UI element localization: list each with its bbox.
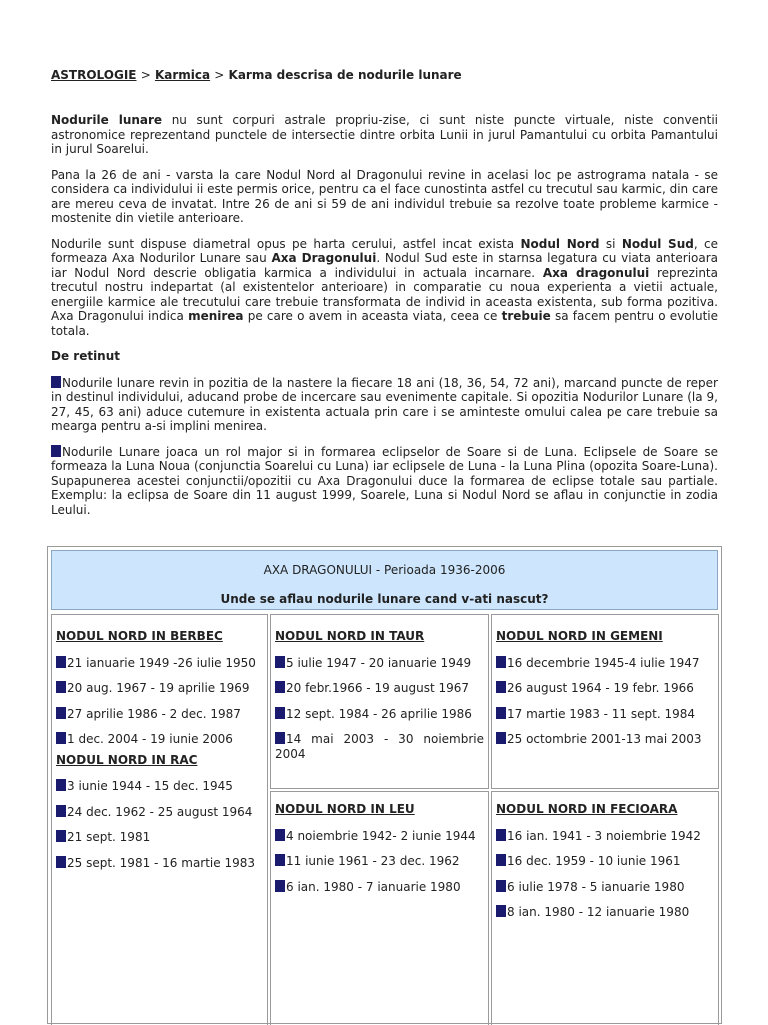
date-range-item (496, 656, 714, 671)
date-range-text: 21 sept. 1981 (67, 830, 151, 844)
date-range-item (275, 681, 484, 696)
date-range-text: 11 iunie 1961 - 23 dec. 1962 (286, 854, 460, 868)
page-title: Karma descrisa de nodurile lunare (228, 68, 462, 82)
date-range-text: 16 ian. 1941 - 3 noiembrie 1942 (507, 828, 701, 843)
date-range-item (275, 880, 484, 895)
nodes-table (47, 546, 722, 1024)
date-range-text: 6 iulie 1978 - 5 ianuarie 1980 (507, 879, 685, 894)
square-bullet-icon (496, 905, 506, 917)
square-bullet-icon (496, 829, 506, 841)
date-range-item (275, 732, 484, 761)
section-heading: De retinut (51, 349, 121, 363)
term-menirea: menirea (188, 309, 244, 323)
text: sa facem pentru o evolutie totala. (51, 309, 718, 338)
date-range-text: 6 ian. 1980 - 7 ianuarie 1980 (286, 879, 461, 894)
date-range-text: 8 ian. 1980 - 12 ianuarie 1980 (507, 905, 690, 919)
term-nodul-sud: Nodul Sud (621, 236, 694, 251)
cell-title-leu: NODUL NORD IN LEU (275, 802, 415, 816)
text: . Nodul Sud este in starnsa legatura cu viata anterioara iar Nodul Nord descrie obligatia karmica a individului in actuala incarnare. (51, 251, 719, 280)
cell-title-taur: NODUL NORD IN TAUR (275, 629, 425, 643)
square-bullet-icon (56, 681, 66, 693)
date-range-item (56, 805, 263, 820)
table-subtitle: Unde se aflau nodurile lunare cand v-ati nascut? (220, 592, 549, 606)
date-range-text: 24 dec. 1962 - 25 august 1964 (67, 804, 253, 819)
date-range-text: 27 aprilie 1986 - 2 dec. 1987 (67, 706, 241, 721)
date-range-item (275, 707, 484, 722)
bullet-paragraph-2 (51, 445, 718, 518)
date-range-text: 14 mai 2003 - 30 noiembrie 2004 (275, 732, 484, 761)
date-range-item (56, 707, 263, 722)
term-nodul-nord: Nodul Nord (520, 236, 600, 251)
square-bullet-icon (56, 732, 66, 744)
date-range-text: 3 iunie 1944 - 15 dec. 1945 (67, 779, 233, 793)
square-bullet-icon (496, 880, 506, 892)
date-range-item (56, 681, 263, 696)
breadcrumb (51, 68, 462, 83)
cell-title-berbec: NODUL NORD IN BERBEC (56, 629, 223, 643)
square-bullet-icon (496, 732, 506, 744)
date-range-item (496, 707, 714, 722)
text: si (599, 236, 622, 251)
paragraph-axis (51, 237, 718, 339)
text: Nodurile sunt dispuse diametral opus pe harta cerului, astfel incat exista (51, 236, 521, 251)
square-bullet-icon (56, 779, 66, 791)
date-range-item (275, 829, 484, 844)
cell-fecioara (491, 791, 719, 1025)
date-range-text: 25 sept. 1981 - 16 martie 1983 (67, 855, 256, 870)
date-range-text: 12 sept. 1984 - 26 aprilie 1986 (286, 706, 472, 721)
date-range-text: 5 iulie 1947 - 20 ianuarie 1949 (286, 655, 472, 670)
date-range-text: 20 aug. 1967 - 19 aprilie 1969 (67, 681, 250, 695)
breadcrumb-separator: > (140, 68, 151, 82)
square-bullet-icon (51, 445, 61, 457)
paragraph-text: nu sunt corpuri astrale propriu-zise, ci sunt niste puncte virtuale, niste conventii astronomice reprezentand punctele de intersectie dintre orbita Lunii in jurul Pamantului cu orbita Pamantului in jurul Soarelui. (51, 113, 719, 156)
date-range-text: 1 dec. 2004 - 19 iunie 2006 (67, 732, 233, 746)
table-header (51, 550, 718, 610)
date-range-text: 26 august 1964 - 19 febr. 1966 (507, 681, 694, 695)
cell-title-rac: NODUL NORD IN RAC (56, 752, 198, 767)
square-bullet-icon (275, 681, 285, 693)
date-range-text: 21 ianuarie 1949 -26 iulie 1950 (67, 655, 256, 670)
paragraph-age: Pana la 26 de ani - varsta la care Nodul Nord al Dragonului revine in acelasi loc pe astrograma natala - se considera ca individului ii este permis orice, pentru ca el face cunostinta astfel cu trecutul sau karmic, din care are mereu ceva de invatat. Intre 26 de ani si 59 de ani individul trebuie sa rezolve toate probleme karmice - mostenite din vietile anterioare. (51, 167, 718, 225)
date-range-item (275, 656, 484, 671)
date-range-item (496, 829, 714, 844)
date-range-text: 25 octombrie 2001-13 mai 2003 (507, 732, 702, 746)
term-axa-dragonului-2: Axa dragonului (542, 265, 650, 280)
cell-leu (270, 791, 489, 1025)
table-title: AXA DRAGONULUI - Perioada 1936-2006 (263, 563, 506, 577)
cell-berbec-rac (51, 614, 268, 1025)
square-bullet-icon (496, 656, 506, 668)
paragraph-intro (51, 113, 718, 157)
square-bullet-icon (496, 707, 506, 719)
square-bullet-icon (56, 805, 66, 817)
bullet-text: Nodurile Lunare joaca un rol major si in formarea eclipselor de Soare si de Luna. Eclipsele de Soare se formeaza la Luna Noua (conjunctia Soarelui cu Luna) iar eclipsele de Luna - la Luna Plina (opozita Soare-Luna). Supapunerea acestei conjunctii/opozitii cu Axa Dragonului duce la formarea de eclipse totale sau partiale. Exemplu: la eclipsa de Soare din 11 august 1999, Soarele, Luna si Nodul Nord se aflau in conjunctie in zodia Leului. (51, 444, 718, 517)
square-bullet-icon (275, 854, 285, 866)
square-bullet-icon (496, 854, 506, 866)
breadcrumb-link-astrologie[interactable]: ASTROLOGIE (51, 68, 137, 82)
date-range-text: 17 martie 1983 - 11 sept. 1984 (507, 706, 696, 721)
date-range-text: 20 febr.1966 - 19 august 1967 (286, 681, 470, 695)
text: , ce formeaza Axa Nodurilor Lunare sau (51, 236, 718, 265)
square-bullet-icon (275, 829, 285, 841)
cell-taur (270, 614, 489, 789)
cell-gemeni (491, 614, 719, 789)
breadcrumb-link-karmica[interactable]: Karmica (154, 68, 211, 82)
square-bullet-icon (496, 681, 506, 693)
article (51, 113, 718, 528)
square-bullet-icon (56, 856, 66, 868)
breadcrumb-separator: > (214, 68, 225, 82)
square-bullet-icon (275, 656, 285, 668)
cell-title-gemeni: NODUL NORD IN GEMENI (496, 629, 663, 643)
term-trebuie: trebuie (501, 309, 551, 323)
date-range-item (56, 732, 263, 747)
square-bullet-icon (56, 830, 66, 842)
square-bullet-icon (56, 707, 66, 719)
square-bullet-icon (51, 376, 61, 388)
date-range-item (496, 854, 714, 869)
date-range-item (496, 880, 714, 895)
date-range-text: 16 dec. 1959 - 10 iunie 1961 (507, 854, 681, 868)
date-range-item (56, 779, 263, 794)
date-range-text: 4 noiembrie 1942- 2 iunie 1944 (286, 828, 476, 843)
bullet-text: Nodurile lunare revin in pozitia de la nastere la fiecare 18 ani (18, 36, 54, 72 ani), marcand puncte de reper in destinul individului, aducand probe de incercare sau evenimente capitale. Si opozitia Nodurilor Lunare (la 9, 27, 45, 63 ani) aduce cutemure in existenta actuala prin care i se aminteste omului calea pe care trebuie sa mearga pentru a-si implini menirea. (51, 375, 718, 433)
square-bullet-icon (56, 656, 66, 668)
square-bullet-icon (275, 732, 285, 744)
square-bullet-icon (275, 707, 285, 719)
date-range-item (275, 854, 484, 869)
date-range-item (496, 732, 714, 747)
date-range-item (496, 905, 714, 920)
cell-title-fecioara: NODUL NORD IN FECIOARA (496, 802, 678, 816)
date-range-item (56, 830, 263, 845)
date-range-text: 16 decembrie 1945-4 iulie 1947 (507, 655, 700, 670)
square-bullet-icon (275, 880, 285, 892)
date-range-item (56, 656, 263, 671)
term-axa-dragonului: Axa Dragonului (271, 251, 377, 265)
date-range-item (496, 681, 714, 696)
text: pe care o avem in aceasta viata, ceea ce (243, 309, 502, 323)
text: reprezinta trecutul nostru indepartat (al existentelor anterioare) in comparatie cu noua experienta a vietii actuale, energiile karmice ale trecutului care trebuie transformata de individ in aceasta existenta, sub forma pozitiva. Axa Dragonului indica (51, 265, 718, 323)
term-nodurile-lunare: Nodurile lunare (51, 113, 163, 127)
date-range-item (56, 856, 263, 871)
bullet-paragraph-1 (51, 376, 718, 434)
